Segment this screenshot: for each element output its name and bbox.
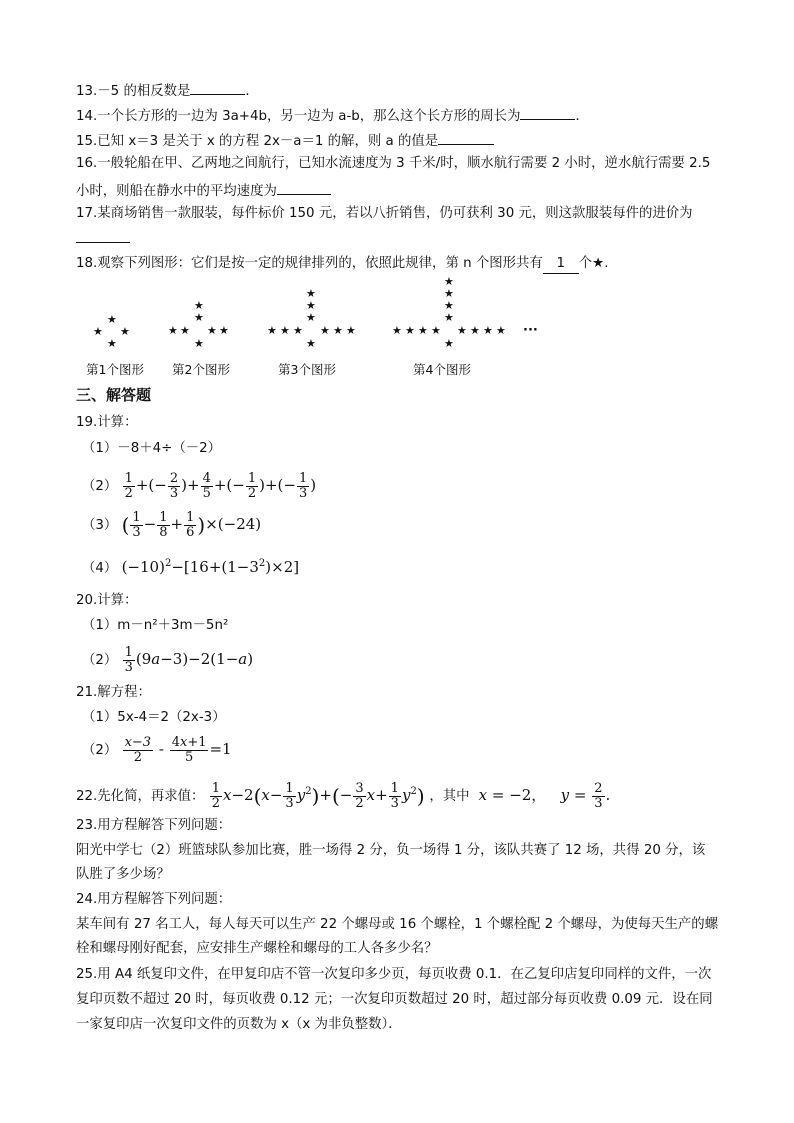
figure-label-3: 第3个图形 — [278, 362, 336, 377]
question-19-part-4: （4） $(-10)^2-[16+(1-3^2)\times 2]$ — [82, 558, 300, 576]
star-icon: ★ — [207, 324, 217, 337]
question-25-line-2: 复印页数不超过 20 时，每页收费 0.12 元；一次复印页数超过 20 时，超过部分每页收费 0.09 元．设在同 — [76, 992, 713, 1007]
star-icon: ★ — [418, 324, 428, 337]
question-24-line-1: 某车间有 27 名工人，每人每天可以生产 22 个螺母或 16 个螺栓，1 个螺栓配 2 个螺母，为使每天生产的螺 — [76, 917, 719, 932]
question-20-part-2: （2） $\frac{1}{3}$ (9a−3)−2(1−a) — [82, 644, 254, 675]
filled-answer: 1 — [543, 255, 579, 274]
math-expression: $\frac{1}{3}$ (9a−3)−2(1−a) — [124, 644, 254, 675]
question-24-line-2: 栓和螺母刚好配套，应安排生产螺栓和螺母的工人各多少名？ — [76, 941, 438, 956]
star-icon: ★ — [444, 299, 454, 312]
star-icon: ★ — [120, 325, 130, 338]
question-21-part-1: （1）5x-4＝2（2x-3） — [82, 710, 226, 725]
star-icon: ★ — [306, 311, 316, 324]
question-25-line-3: 一家复印店一次复印文件的页数为 x（x 为非负整数）． — [76, 1017, 402, 1032]
question-17-blank-line — [76, 228, 130, 249]
star-icon: ★ — [457, 324, 467, 337]
figure-label-4: 第4个图形 — [413, 362, 471, 377]
answer-blank — [520, 105, 575, 120]
star-icon: ★ — [405, 324, 415, 337]
star-icon: ★ — [392, 324, 402, 337]
star-icon: ★ — [444, 311, 454, 324]
star-icon: ★ — [306, 287, 316, 300]
star-icon: ★ — [333, 324, 343, 337]
star-icon: ★ — [107, 337, 117, 350]
star-icon: ★ — [194, 311, 204, 324]
star-icon: ★ — [483, 324, 493, 337]
answer-blank — [438, 130, 494, 145]
star-icon: ★ — [219, 324, 229, 337]
answer-blank — [190, 80, 245, 95]
star-icon: ★ — [293, 324, 303, 337]
star-icon: ★ — [180, 324, 190, 337]
question-23-line-1: 阳光中学七（2）班篮球队参加比赛，胜一场得 2 分，负一场得 1 分，该队共赛了 12 场，共得 20 分，该 — [76, 843, 706, 858]
question-19-part-3: （3） ( $\frac{1}{3}$ − $\frac{1}{8}$ + $\frac{1}{6}$ )×(−24) — [82, 509, 262, 540]
star-icon: ★ — [306, 337, 316, 350]
star-icon: ★ — [107, 313, 117, 326]
math-values: x = −2， y = $\frac{2}{3}$ . — [478, 780, 611, 811]
question-20-part-1: （1）m－n²＋3m－5n² — [82, 618, 229, 633]
figure-label-1: 第1个图形 — [86, 362, 144, 377]
math-expression: $\frac{1}{2}$ x−2(x− $\frac{1}{3}$ $y^2)+(-$ $\frac{3}{2}$ x+ $\frac{1}{3}$ $y^2$) — [211, 780, 425, 811]
math-expression: $(-10)^2-[16+(1-3^2)\times 2]$ — [121, 558, 300, 576]
question-16-line-2: 小时，则船在静水中的平均速度为 — [76, 180, 331, 201]
question-22: 22.先化简，再求值： $\frac{1}{2}$ x−2(x− $\frac{1}{3}$ $y^2)+(-$ $\frac{3}{2}$ x+ $\frac{1}{3}$ $y^2$) ，其中 x = −2， y = $\frac{2}{3}$ . — [76, 780, 611, 811]
star-icon: ★ — [496, 324, 506, 337]
question-19-part-1: （1）－8＋4÷（－2） — [82, 441, 222, 456]
question-25-line-1: 25.用 A4 纸复印文件，在甲复印店不管一次复印多少页，每页收费 0.1．在乙复印店复印同样的文件，一次 — [76, 967, 712, 982]
star-icon: ★ — [444, 337, 454, 350]
star-icon: ★ — [444, 275, 454, 288]
answer-blank — [76, 228, 130, 243]
question-19-title: 19.计算： — [76, 415, 138, 430]
star-icon: ★ — [280, 324, 290, 337]
section-heading: 三、解答题 — [76, 386, 152, 404]
question-23-title: 23.用方程解答下列问题： — [76, 818, 232, 833]
star-icon: ★ — [470, 324, 480, 337]
star-icon: ★ — [194, 299, 204, 312]
star-icon: ★ — [267, 324, 277, 337]
question-21-part-2: （2） $\frac{x-3}{2}$ - $\frac{4x+1}{5}$ =1 — [82, 734, 232, 765]
question-17: 17.某商场销售一款服装，每件标价 150 元，若以八折销售，仍可获利 30 元，则这款服装每件的进价为 — [76, 206, 693, 221]
ellipsis: ··· — [523, 323, 538, 338]
question-20-title: 20.计算： — [76, 593, 138, 608]
figure-label-2: 第2个图形 — [172, 362, 230, 377]
math-expression: $\frac{x-3}{2}$ - $\frac{4x+1}{5}$ =1 — [124, 734, 232, 765]
star-icon: ★ — [431, 324, 441, 337]
question-24-title: 24.用方程解答下列问题： — [76, 892, 232, 907]
answer-blank — [277, 180, 331, 195]
question-13: 13.－5 的相反数是 ． — [76, 80, 259, 101]
question-19-part-2: （2） $\frac{1}{2}$ +(− $\frac{2}{3}$ )+ $\frac{4}{5}$ +(− $\frac{1}{2}$ )+(− $\frac{1}{3}$ ) — [82, 470, 317, 501]
question-14: 14.一个长方形的一边为 3a+4b，另一边为 a-b，那么这个长方形的周长为 ． — [76, 105, 589, 126]
math-expression: $\frac{1}{2}$ +(− $\frac{2}{3}$ )+ $\frac{4}{5}$ +(− $\frac{1}{2}$ )+(− $\frac{1}{3}$ ) — [124, 470, 317, 501]
star-icon: ★ — [93, 325, 103, 338]
star-icon: ★ — [346, 324, 356, 337]
star-icon: ★ — [306, 299, 316, 312]
star-icon: ★ — [168, 324, 178, 337]
question-18: 18.观察下列图形：它们是按一定的规律排列的，依照此规律，第 n 个图形共有 1 个★. — [76, 255, 608, 274]
math-expression: ( $\frac{1}{3}$ − $\frac{1}{8}$ + $\frac{1}{6}$ )×(−24) — [121, 509, 262, 540]
star-icon: ★ — [194, 337, 204, 350]
question-16-line-1: 16.一般轮船在甲、乙两地之间航行，已知水流速度为 3 千米/时，顺水航行需要 2 小时，逆水航行需要 2.5 — [76, 156, 711, 171]
question-15: 15.已知 x＝3 是关于 x 的方程 2x－a＝1 的解，则 a 的值是 — [76, 130, 494, 151]
star-icon: ★ — [320, 324, 330, 337]
question-23-line-2: 队胜了多少场？ — [76, 867, 170, 882]
star-icon: ★ — [444, 287, 454, 300]
question-21-title: 21.解方程： — [76, 685, 151, 700]
